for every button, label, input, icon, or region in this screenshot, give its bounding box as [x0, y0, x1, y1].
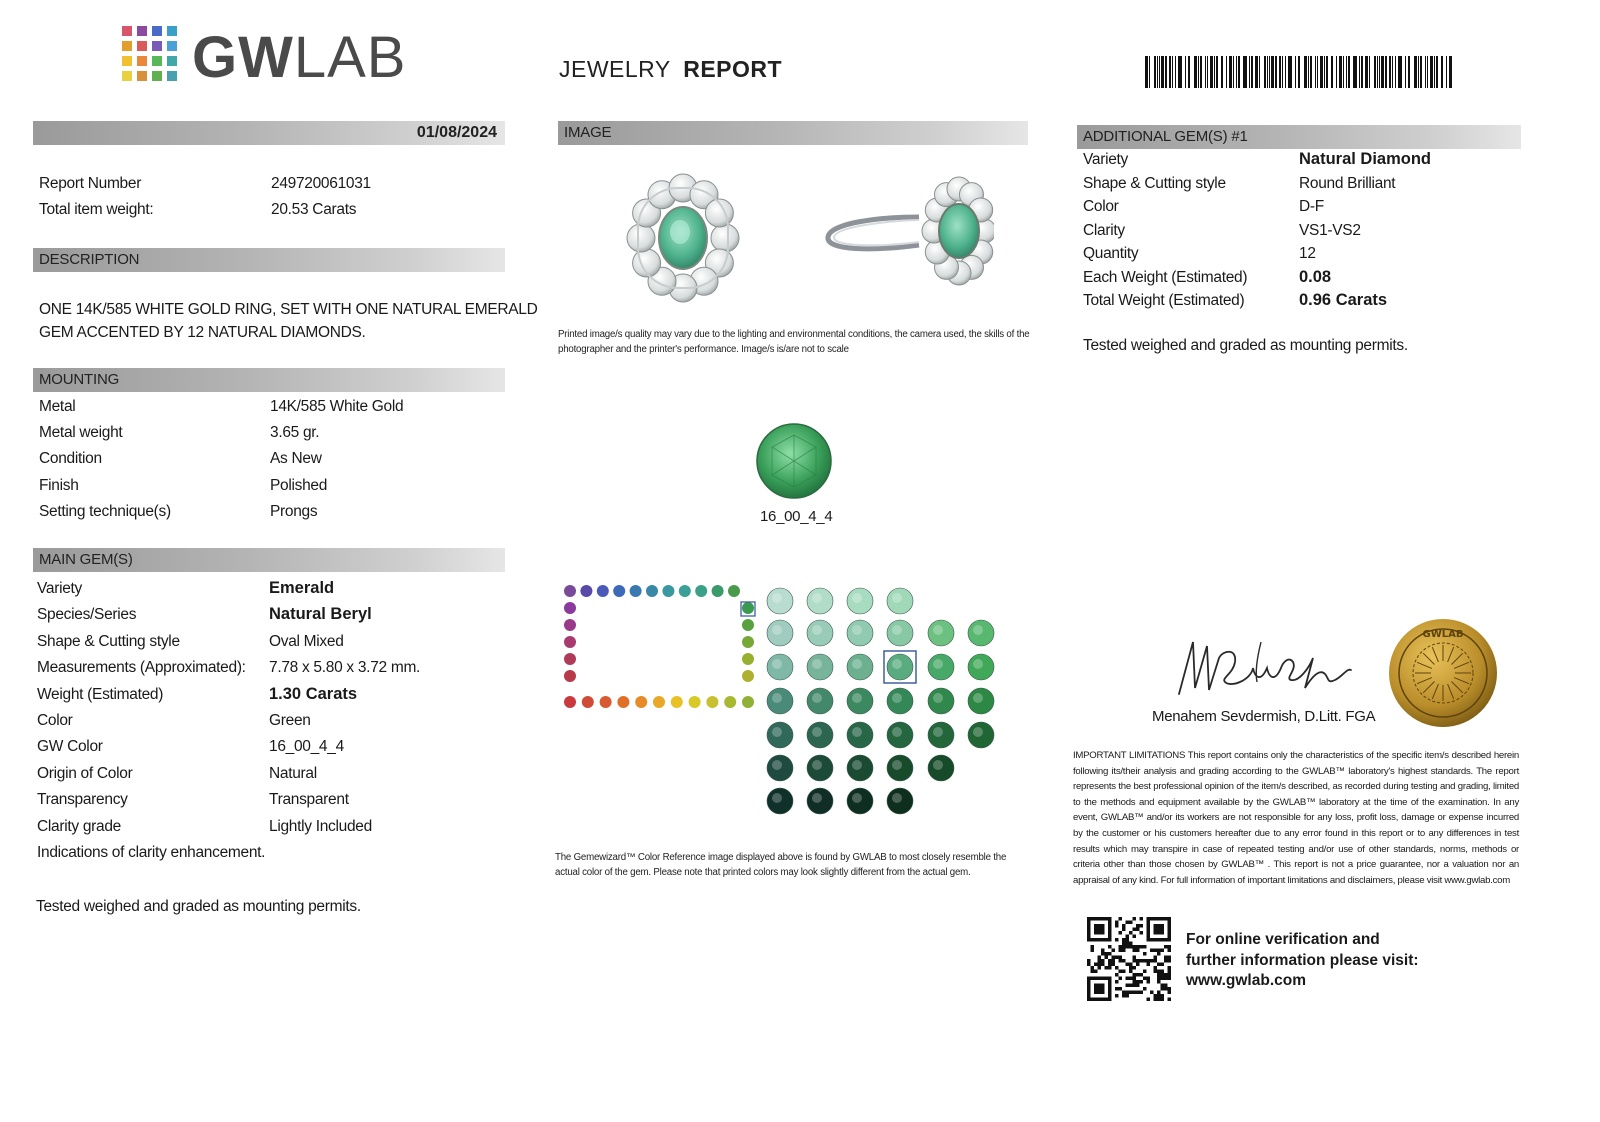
logo-square	[167, 56, 177, 66]
row-label: Finish	[39, 476, 79, 494]
row-label: GW Color	[37, 738, 103, 756]
row-label: Weight (Estimated)	[37, 685, 164, 703]
row-label: Variety	[37, 580, 82, 597]
row-label: Clarity grade	[37, 817, 121, 835]
important-limitations: IMPORTANT LIMITATIONS This report contains only the characteristics of the specific item/s described herein following its/their analysis and grading according to the GWLAB™ laboratory's highest standards. The report represents the best professional opinion of the item/s described, as recorded during testing and grading, limited to the methods and equipment available by the GWLAB™ laboratory at the time of the examination. In any event, GWLAB™ and/or its workers are not responsible for any loss, profit loss, damage or expense incurred by the customer or his customers hereafter due to any error found in this report or to any differences in test results which may transpire in case of repeated testing and/or use of other standards, norms, methods or criteria other than those chosen by GWLAB™ . This report is not a price guarantee, nor a valuation nor an appraisal of any kind. For full information of important limitations and disclaimers, please visit www.gwlab.com	[1073, 750, 1519, 886]
row-value: 12	[1299, 245, 1316, 262]
row-value: 249720061031	[271, 175, 371, 192]
logo-square	[167, 26, 177, 36]
row-value: Prongs	[270, 502, 318, 520]
row-value: Green	[269, 712, 311, 729]
logo-text: GWLAB	[192, 25, 407, 90]
logo-square	[137, 56, 147, 66]
row-label: Each Weight (Estimated)	[1083, 268, 1248, 286]
row-label: Setting technique(s)	[39, 502, 171, 520]
row-value: 7.78 x 5.80 x 3.72 mm.	[269, 659, 421, 677]
row-label: Shape & Cutting style	[1083, 174, 1226, 192]
row-label: Measurements (Approximated):	[37, 659, 246, 677]
row-value: 20.53 Carats	[271, 201, 357, 218]
row-value: 3.65 gr.	[270, 424, 320, 442]
report-date: 01/08/2024	[416, 124, 497, 141]
svg-text:GWLAB: GWLAB	[1422, 629, 1464, 640]
row-label: Species/Series	[37, 606, 137, 624]
report-title: JEWELRY REPORT	[559, 56, 783, 82]
row-value: 14K/585 White Gold	[270, 398, 404, 415]
row-label: Report Number	[39, 175, 142, 192]
row-value: Natural	[269, 764, 317, 782]
website-link[interactable]: www.gwlab.com	[1186, 972, 1306, 989]
ring-front-image	[618, 168, 748, 308]
row-label: Quantity	[1083, 245, 1139, 262]
row-label: Origin of Color	[37, 764, 133, 782]
color-reference-chart	[560, 580, 1020, 820]
date-bar	[33, 121, 505, 145]
row-label: Metal weight	[39, 424, 123, 442]
row-value: 1.30 Carats	[269, 684, 358, 703]
image-note: Printed image/s quality may vary due to the lighting and environmental conditions, the camera used, the skills of the photographer and the printer's performance. Image/s is/are not to scale	[558, 329, 1030, 355]
logo	[122, 25, 407, 90]
row-value: Round Brilliant	[1299, 174, 1396, 192]
image-bar: IMAGE	[558, 121, 1028, 145]
qr-code-icon	[1087, 917, 1171, 1001]
row-value: As New	[270, 450, 322, 468]
row-value: 16_00_4_4	[269, 738, 344, 756]
row-value: Polished	[270, 476, 328, 494]
row-label: Total Weight (Estimated)	[1083, 292, 1245, 309]
row-value: D-F	[1299, 198, 1324, 215]
logo-square	[137, 71, 147, 81]
logo-square	[167, 71, 177, 81]
logo-square	[152, 41, 162, 51]
logo-square	[167, 41, 177, 51]
gem-color-sample	[754, 421, 834, 501]
row-label: Transparency	[37, 791, 128, 809]
logo-square	[122, 71, 132, 81]
colorwheel-note: The Gemewizard™ Color Reference image displayed above is found by GWLAB to most closely resemble the actual color of the gem. Please note that printed colors may look slightly different from the actual gem.	[555, 852, 1007, 878]
row-label: Variety	[1083, 151, 1128, 168]
logo-square	[152, 26, 162, 36]
signature	[1165, 628, 1365, 700]
mounting-bar: MOUNTING	[33, 368, 505, 392]
row-value: 0.08	[1299, 267, 1332, 286]
ring-side-image	[824, 165, 994, 295]
logo-square	[122, 56, 132, 66]
row-label: Color	[1083, 198, 1119, 215]
row-label: Total item weight:	[39, 201, 154, 218]
row-value: 0.96 Carats	[1299, 291, 1388, 309]
row-value: Natural Diamond	[1299, 150, 1432, 168]
row-label: Clarity	[1083, 221, 1125, 239]
signer-name: Menahem Sevdermish, D.Litt. FGA	[1152, 708, 1376, 725]
row-value: Natural Beryl	[269, 605, 372, 624]
row-label: Color	[37, 712, 73, 729]
description-line-1: ONE 14K/585 WHITE GOLD RING, SET WITH ONE NATURAL EMERALD	[39, 301, 538, 318]
row-value: Transparent	[269, 791, 349, 809]
logo-square	[152, 56, 162, 66]
logo-square	[137, 41, 147, 51]
description-line-2: GEM ACCENTED BY 12 NATURAL DIAMONDS.	[39, 324, 366, 341]
additional-gem-bar: ADDITIONAL GEM(S) #1	[1077, 125, 1521, 149]
barcode-icon	[1145, 56, 1455, 88]
right-tested-note: Tested weighed and graded as mounting permits.	[1083, 337, 1408, 354]
left-tested-note: Tested weighed and graded as mounting permits.	[36, 898, 361, 915]
row-label: Shape & Cutting style	[37, 632, 180, 650]
gem-color-code: 16_00_4_4	[760, 508, 833, 525]
logo-grid-icon	[122, 26, 184, 86]
row-value: Emerald	[269, 579, 335, 597]
row-label: Indications of clarity enhancement.	[37, 844, 266, 861]
row-label: Condition	[39, 450, 102, 468]
row-value: Oval Mixed	[269, 632, 344, 650]
main-gem-bar: MAIN GEM(S)	[33, 548, 505, 572]
row-value: VS1-VS2	[1299, 221, 1361, 239]
logo-square	[152, 71, 162, 81]
verification-text: For online verification and further information please visit: www.gwlab.com	[1186, 930, 1419, 992]
lab-seal-icon	[1387, 617, 1499, 729]
row-label: Metal	[39, 398, 76, 415]
description-bar: DESCRIPTION	[33, 248, 505, 272]
logo-square	[137, 26, 147, 36]
logo-square	[122, 41, 132, 51]
logo-square	[122, 26, 132, 36]
row-value: Lightly Included	[269, 817, 372, 835]
